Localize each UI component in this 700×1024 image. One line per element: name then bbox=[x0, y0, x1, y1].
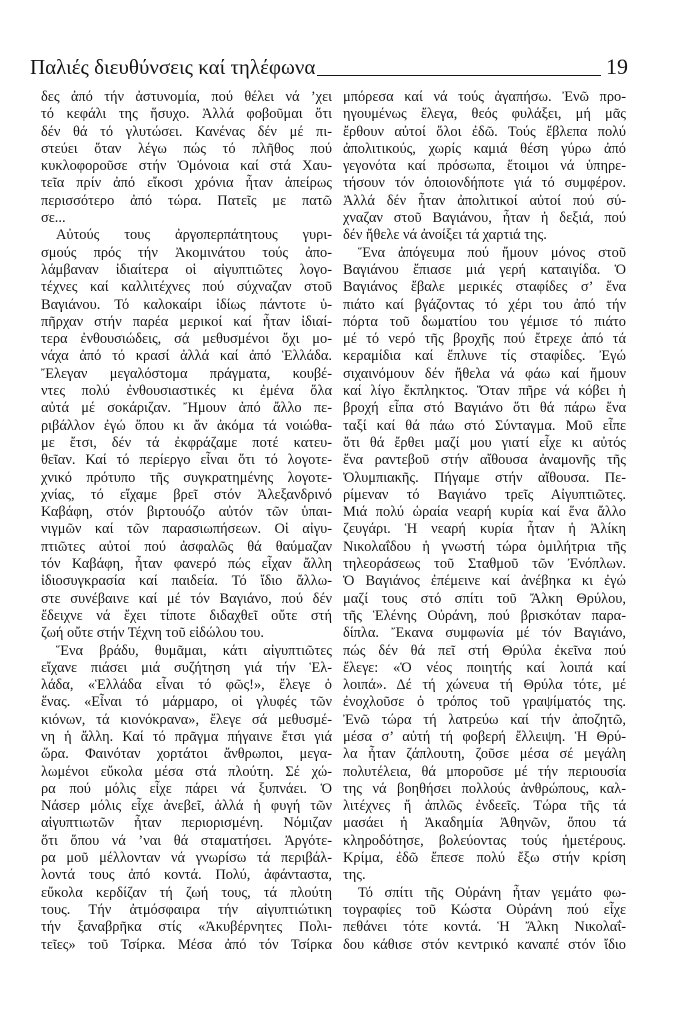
text-line: χνικό πρότυπο τῆς συγκρατημένης λογοτε- bbox=[41, 469, 332, 486]
text-line: ὅτι θά ἔρθει μαζί μου γιατί εἶχε κι αὐτός bbox=[343, 434, 626, 451]
text-line: στε συνέβαινε καί μέ τόν Βαγιάνο, πού δέν bbox=[41, 590, 332, 607]
text-line: Νικολαΐδου ἡ γνωστή τώρα ὁμιλήτρια τῆς bbox=[343, 538, 626, 555]
text-line: λοιπά». Δέ τή χώνευα τή Θρύλα τότε, μέ bbox=[343, 677, 626, 694]
text-line: πιάτο καί βγάζοντας τό χέρι του ἀπό τήν bbox=[343, 296, 626, 313]
text-line: Ἀλλά δέν ἦταν ἀπολιτικοί αὐτοί πού σύ- bbox=[343, 192, 626, 209]
text-line: Ἕνα βράδυ, θυμᾶμαι, κάτι αἰγυπτιῶτες bbox=[56, 642, 332, 659]
text-line: εἴχανε πιάσει μιά συζήτηση γιά τήν Ἑλ- bbox=[41, 659, 332, 676]
page-number: 19 bbox=[606, 54, 628, 79]
text-line: ἕνα ραντεβοῦ στήν αἴθουσα ἀναμονῆς τῆς bbox=[343, 452, 626, 469]
text-line: ρα μοῦ μέλλονταν νά γνωρίσω τά περιβάλ- bbox=[41, 850, 332, 867]
text-line: πώς δέν θά πεῖ στή Θρύλα ἐκεῖνα πού bbox=[343, 642, 626, 659]
text-line: ρα πού μόλις εἶχε πάρει νά ξυπνάει. Ὁ bbox=[41, 780, 332, 797]
text-line: Βαγιάνου ἔπιασε μιά γερή καταιγίδα. Ὁ bbox=[343, 261, 626, 278]
text-line: Νάσερ μόλις εἶχε ἀνεβεῖ, ἀλλά ἡ φυγή τῶν bbox=[41, 798, 332, 815]
text-line: Βαγιάνου. Τό καλοκαίρι ἰδίως πάντοτε ὑ- bbox=[41, 296, 332, 313]
text-line: της. bbox=[343, 867, 366, 884]
text-line: ριβάλλον ἐγώ ὅπου κι ἄν ἀκόμα τά νοιώθα- bbox=[41, 417, 332, 434]
text-line: νάχα ἀπό τό κρασί ἀλλά καί ἀπό Ἑλλάδα. bbox=[41, 348, 332, 365]
text-line: σε... bbox=[41, 210, 66, 227]
running-title: Παλιές διευθύνσεις καί τηλέφωνα bbox=[30, 55, 316, 79]
text-line: τόν Καβάφη, ἦταν φανερό πώς εἶχαν ἄλλη bbox=[41, 556, 332, 573]
paragraph bbox=[41, 643, 332, 954]
text-line: ὅτι ὅπου νά ’ναι θά σταματήσει. Ἀργότε- bbox=[41, 832, 332, 849]
text-line: δέν ἤθελε νά ἀνοίξει τά χαρτιά της. bbox=[343, 227, 547, 244]
text-line: σιχαινόμουν δέν ἤθελα νά φάω καί ἤμουν bbox=[343, 365, 626, 382]
text-line: πεθάνει τότε κοντά. Ἡ Ἄλκη Νικολαΐ- bbox=[343, 919, 626, 936]
text-line: περισσότερο ἀπό τώρα. Πατεῖς με πατῶ bbox=[41, 192, 332, 209]
text-line: λα ἦταν ζάπλουτη, ζοῦσε μέσα σέ μεγάλη bbox=[343, 746, 626, 763]
text-line: ἔδειχνε νά ἔχει τίποτε διδαχθεῖ οὔτε στή bbox=[41, 607, 332, 624]
text-line: λάδα, «Ἑλλάδα εἶναι τό φῶς!», ἔλεγε ὁ bbox=[41, 677, 332, 694]
text-line: τήσουν τόν ὁποιονδήποτε γιά τό συμφέρον. bbox=[343, 175, 626, 192]
text-line: ἀπολιτικούς, χωρίς καμιά θέση γύρω ἀπό bbox=[343, 140, 626, 157]
text-line: Μιά πολύ ὡραία νεαρή κυρία καί ἕνα ἄλλο bbox=[343, 504, 626, 521]
text-line: τό κεφάλι της ἥσυχο. Ἀλλά φοβοῦμαι ὅτι bbox=[41, 106, 332, 123]
text-line: αὐτά μέ σοκάριζαν. Ἤμουν ἀπό ἄλλο πε- bbox=[41, 400, 332, 417]
text-line: μπόρεσα καί νά τούς ἀγαπήσω. Ἐνῶ προ- bbox=[343, 89, 626, 105]
text-line: σμούς πρός τήν Ἀκομινάτου τούς ἀπο- bbox=[41, 244, 332, 261]
text-line: Ἕνα ἀπόγευμα πού ἤμουν μόνος στοῦ bbox=[358, 244, 626, 261]
text-line: λάμβαναν ἰδιαίτερα οἱ αἰγυπτιῶτες λογο- bbox=[41, 261, 332, 278]
text-line: λιτέχνες ἤ ἁπλῶς ἐνδεεῖς. Τώρα τῆς τά bbox=[343, 798, 626, 815]
text-line: τεῖες» τοῦ Τσίρκα. Μέσα ἀπό τόν Τσίρκα bbox=[41, 936, 332, 953]
text-line: τῆς Ἑλένης Οὐράνη, πού βρισκόταν παρα- bbox=[343, 607, 626, 624]
text-line: νιγμῶν καί τῶν παρασιωπήσεων. Οἱ αἰγυ- bbox=[41, 521, 332, 538]
text-line: κεραμίδια καί ἔπλυνε τίς σταφίδες. Ἐγώ bbox=[343, 348, 626, 365]
paragraph bbox=[343, 89, 626, 245]
text-line: χναζαν στοῦ Βαγιάνου, ἦταν ἡ δεξιά, πού bbox=[343, 210, 626, 227]
text-line: εὔκολα κερδίζαν τή ζωή τους, τά πλούτη bbox=[41, 884, 332, 901]
text-line: ζωή οὔτε στήν Τέχνη τοῦ εἰδώλου του. bbox=[41, 625, 265, 642]
text-line: με ἔτσι, δέν τά ἐκφράζαμε ποτέ κατευ- bbox=[41, 434, 332, 451]
text-line: ρίμεναν τό Βαγιάνο τρεῖς Αἰγυπτιῶτες. bbox=[343, 486, 626, 503]
text-line: τους. Τήν ἀτμόσφαιρα τήν αἰγυπτιώτικη bbox=[41, 901, 332, 918]
text-line: Ἔλεγαν μεγαλόστομα πράγματα, κουβέ- bbox=[41, 365, 332, 382]
text-line: αἰγυπτιωτῶν ἦταν περιορισμένη. Νόμιζαν bbox=[41, 815, 332, 832]
running-header bbox=[30, 54, 628, 82]
right-column bbox=[343, 89, 626, 954]
text-line: ἕνας. «Εἶναι τό μάρμαρο, οἱ γλυφές τῶν bbox=[41, 694, 332, 711]
text-line: ἰδιοσυγκρασία καί παιδεία. Τό ἴδιο ἄλλω- bbox=[41, 573, 332, 590]
text-line: της νά βοηθήσει πολλούς ἀνθρώπους, καλ- bbox=[343, 780, 626, 797]
paragraph bbox=[343, 245, 626, 885]
text-line: τήν ξαναβρῆκα στίς «Ἀκυβέρνητες Πολι- bbox=[41, 919, 332, 936]
paragraph bbox=[41, 227, 332, 642]
text-line: πτιῶτες αὐτοί πού ἀσφαλῶς θά θαύμαζαν bbox=[41, 538, 332, 555]
text-line: βροχή εἶπα στό Βαγιάνο ὅτι θά πάρω ἕνα bbox=[343, 400, 626, 417]
text-line: χνίας, τό εἴχαμε βρεῖ στόν Ἀλεξανδρινό bbox=[41, 486, 332, 503]
text-line: Ὁ Βαγιάνος ἐπέμεινε καί ἀνέβηκα κι ἐγώ bbox=[343, 573, 626, 590]
text-line: ὥρα. Φαινόταν χορτάτοι ἄνθρωποι, μεγα- bbox=[41, 746, 332, 763]
text-line: δου κάθισε στόν κεντρικό καναπέ στόν ἴδιο bbox=[343, 936, 626, 953]
text-line: στεύει ὅταν λέγω πώς τό πλῆθος πού bbox=[41, 140, 332, 157]
text-line: τέχνες καί καλλιτέχνες πού σύχναζαν στοῦ bbox=[41, 279, 332, 296]
text-line: Ἐνῶ τώρα τή λατρεύω καί τήν ἀποζητῶ, bbox=[343, 711, 626, 728]
text-line: πολυτέλεια, θά μποροῦσε μέ τήν περιουσία bbox=[343, 763, 626, 780]
text-line: γεγονότα καί πρόσωπα, ἕτοιμοι νά ὑπηρε- bbox=[343, 158, 626, 175]
paragraph bbox=[343, 885, 626, 954]
text-line: δέν θά τό γλυτώσει. Κανένας δέν μέ πι- bbox=[41, 123, 332, 140]
text-line: μασάει ἡ Ἀκαδημία Ἀθηνῶν, ὅπου τά bbox=[343, 815, 626, 832]
text-line: κυκλοφοροῦσε στήν Ὁμόνοια καί στά Χαυ- bbox=[41, 158, 332, 175]
header-rule bbox=[317, 75, 601, 76]
text-line: κιόνων, τά κιονόκρανα», ἔλεγε σά μεθυσμέ- bbox=[41, 711, 332, 728]
text-line: ηγουμένως ἔλεγα, θεός φυλάξει, μή μᾶς bbox=[343, 106, 626, 123]
text-line: Ὀλυμπιακῆς. Πήγαμε στήν αἴθουσα. Πε- bbox=[343, 469, 626, 486]
text-line: δίπλα. Ἔκανα συμφωνία μέ τόν Βαγιάνο, bbox=[343, 625, 626, 642]
text-line: κληροδότησε, βολεύοντας τούς ἡμετέρους. bbox=[343, 832, 626, 849]
text-line: Κρίμα, ἐδῶ ἔπεσε πολύ ἔξω στήν κρίση bbox=[343, 850, 626, 867]
text-line: μέσα σ’ αὐτή τή φοβερή ἔλλειψη. Ἡ Θρύ- bbox=[343, 728, 626, 745]
left-column bbox=[41, 89, 332, 954]
text-line: θεῖαν. Καί τό περίεργο εἶναι ὅτι τό λογοτε- bbox=[41, 452, 332, 469]
text-line: μέ τό νερό τῆς βροχῆς πού ἔτρεχε ἀπό τά bbox=[343, 331, 626, 348]
text-line: τερα ἐνθουσιώδεις, σά μεθυσμένοι ὄχι μο- bbox=[41, 331, 332, 348]
text-line: ντες πολύ ἐνθουσιαστικές κι ἐμένα ὅλα bbox=[41, 383, 332, 400]
text-line: καί λίγο ἔκπληκτος. Ὅταν πῆρε νά κόβει ἡ bbox=[343, 383, 626, 400]
text-line: λωμένοι εὔκολα μέσα στά πλούτη. Σέ χώ- bbox=[41, 763, 332, 780]
text-line: Βαγιάνος ἔβαλε μερικές σταφίδες σ’ ἕνα bbox=[343, 279, 626, 296]
text-line: λοντά τους ἀπό κοντά. Πολύ, ἀφάνταστα, bbox=[41, 867, 332, 884]
text-line: ἔλεγε: «Ὁ νέος ποιητής καί λοιπά καί bbox=[343, 659, 626, 676]
text-line: ταξί καί θά πάω στό Σύνταγμα. Μοῦ εἶπε bbox=[343, 417, 626, 434]
text-line: τεῖα πρίν ἀπό εἴκοσι χρόνια ἦταν ἀπείρως bbox=[41, 175, 332, 192]
text-line: Καβάφη, στόν βιρτουόζο αὐτόν τῶν ὑπαι- bbox=[41, 504, 332, 521]
text-line: ἔρθουν αὐτοί ὅλοι ἐδῶ. Τούς ἔβλεπα πολύ bbox=[343, 123, 626, 140]
text-line: πῆρχαν στήν παρέα μερικοί καί ἦταν ἰδιαί- bbox=[41, 313, 332, 330]
text-line: ἐνοχλοῦσε ὁ τρόπος τοῦ γραψίματός της. bbox=[343, 694, 626, 711]
text-line: δες ἀπό τήν ἀστυνομία, πού θέλει νά ’χει bbox=[41, 89, 332, 105]
text-line: νη ἡ ἄλλη. Καί τό πρᾶγμα πήγαινε ἔτσι γιά bbox=[41, 728, 332, 745]
text-line: Αὐτούς τους ἀργοπερπάτητους γυρι- bbox=[56, 227, 332, 244]
text-line: πόρτα τοῦ δωματίου του γέμισε τό πιάτο bbox=[343, 313, 626, 330]
text-line: ζευγάρι. Ἡ νεαρή κυρία ἦταν ἡ Ἀλίκη bbox=[343, 521, 626, 538]
text-line: μαζί τους στό σπίτι τοῦ Ἄλκη Θρύλου, bbox=[343, 590, 626, 607]
text-line: τηλεοράσεως τοῦ Σταθμοῦ τῶν Ἐνόπλων. bbox=[343, 556, 626, 573]
paragraph bbox=[41, 89, 332, 227]
text-line: τογραφίες τοῦ Κώστα Οὐράνη πού εἶχε bbox=[343, 901, 626, 918]
text-line: Τό σπίτι τῆς Οὐράνη ἦταν γεμάτο φω- bbox=[358, 884, 626, 901]
